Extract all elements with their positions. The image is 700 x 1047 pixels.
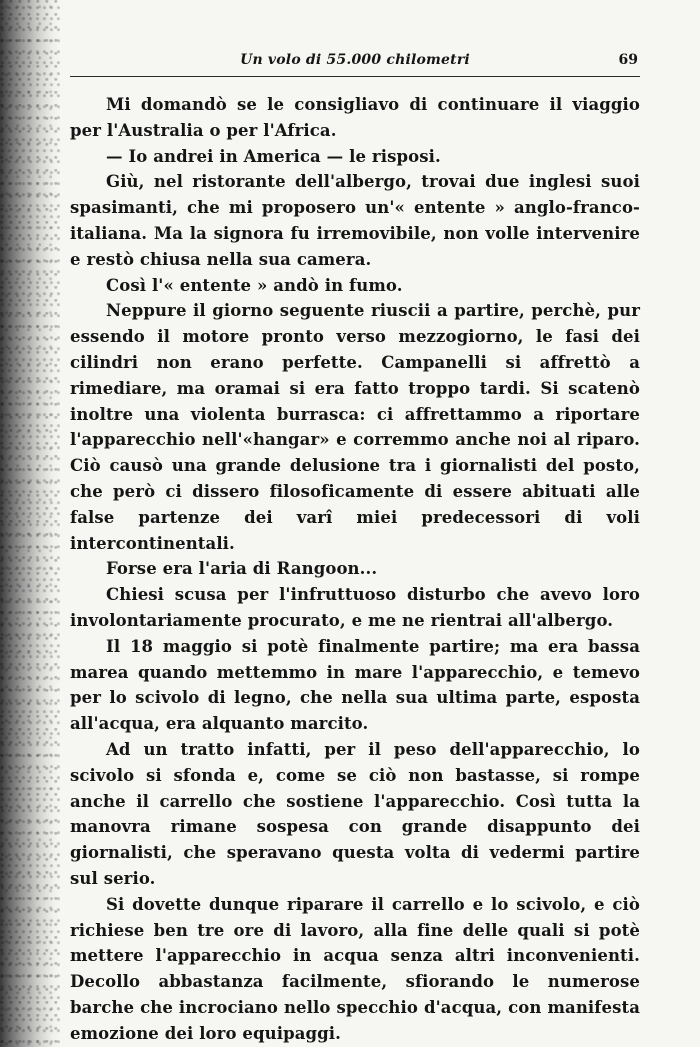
paragraph: Chiesi scusa per l'infruttuoso disturbo che avevo loro involontariamente procurato, e me ne rientrai all'albergo. — [70, 585, 640, 630]
paragraph: Così l'« entente » andò in fumo. — [106, 275, 403, 295]
header-rule — [70, 76, 640, 77]
paragraph: Ad un tratto infatti, per il peso dell'apparecchio, lo scivolo si sfonda e, come se ciò non bastasse, si rompe anche il carrello che sostiene l'apparecchio. Così tutta la manovra rimane sospesa con grande disappunto dei giornalisti, che speravano questa volta di vedermi partire sul serio. — [70, 739, 640, 888]
scan-noise — [0, 0, 60, 1047]
paragraph: Forse era l'aria di Rangoon... — [106, 559, 378, 579]
page-number: 69 — [618, 52, 638, 68]
paragraph: Mi domandò se le consigliavo di continuare il viaggio per l'Australia o per l'Africa. — [70, 95, 640, 140]
paragraph: Giù, nel ristorante dell'albergo, trovai due inglesi suoi spasimanti, che mi proposero un'« entente » anglo-franco-italiana. Ma la signora fu irremovibile, non volle intervenire e restò chiusa nella sua camera. — [70, 172, 640, 269]
body-text — [70, 92, 640, 1046]
page-header — [70, 50, 640, 74]
paragraph: Neppure il giorno seguente riuscii a partire, perchè, pur essendo il motore pronto verso mezzogiorno, le fasi dei cilindri non erano perfette. Campanelli si affrettò a rimediare, ma oramai si era fatto troppo tardi. Si scatenò inoltre una violenta burrasca: ci affrettammo a riportare l'apparecchio nell'«hangar» e corremmo anche noi al riparo. Ciò causò una grande delusione tra i giornalisti del posto, che però ci dissero filosoficamente di essere abituati alle false partenze dei varî miei predecessori di voli intercontinentali. — [70, 301, 640, 553]
paragraph: — Io andrei in America — le risposi. — [106, 146, 441, 166]
running-title: Un volo di 55.000 chilometri — [240, 52, 470, 68]
paragraph: Il 18 maggio si potè finalmente partire; ma era bassa marea quando mettemmo in mare l'apparecchio, e temevo per lo scivolo di legno, che nella sua ultima parte, esposta all'acqua, era alquanto marcito. — [70, 636, 640, 734]
paragraph: Si dovette dunque riparare il carrello e lo scivolo, e ciò richiese ben tre ore di lavoro, alla fine delle quali si potè mettere l'apparecchio in acqua senza altri inconvenienti. Decollo abbastanza facilmente, sfiorando le numerose barche che incrociano nello specchio d'acqua, con manifesta emozione dei loro equipaggi. — [70, 894, 640, 1043]
